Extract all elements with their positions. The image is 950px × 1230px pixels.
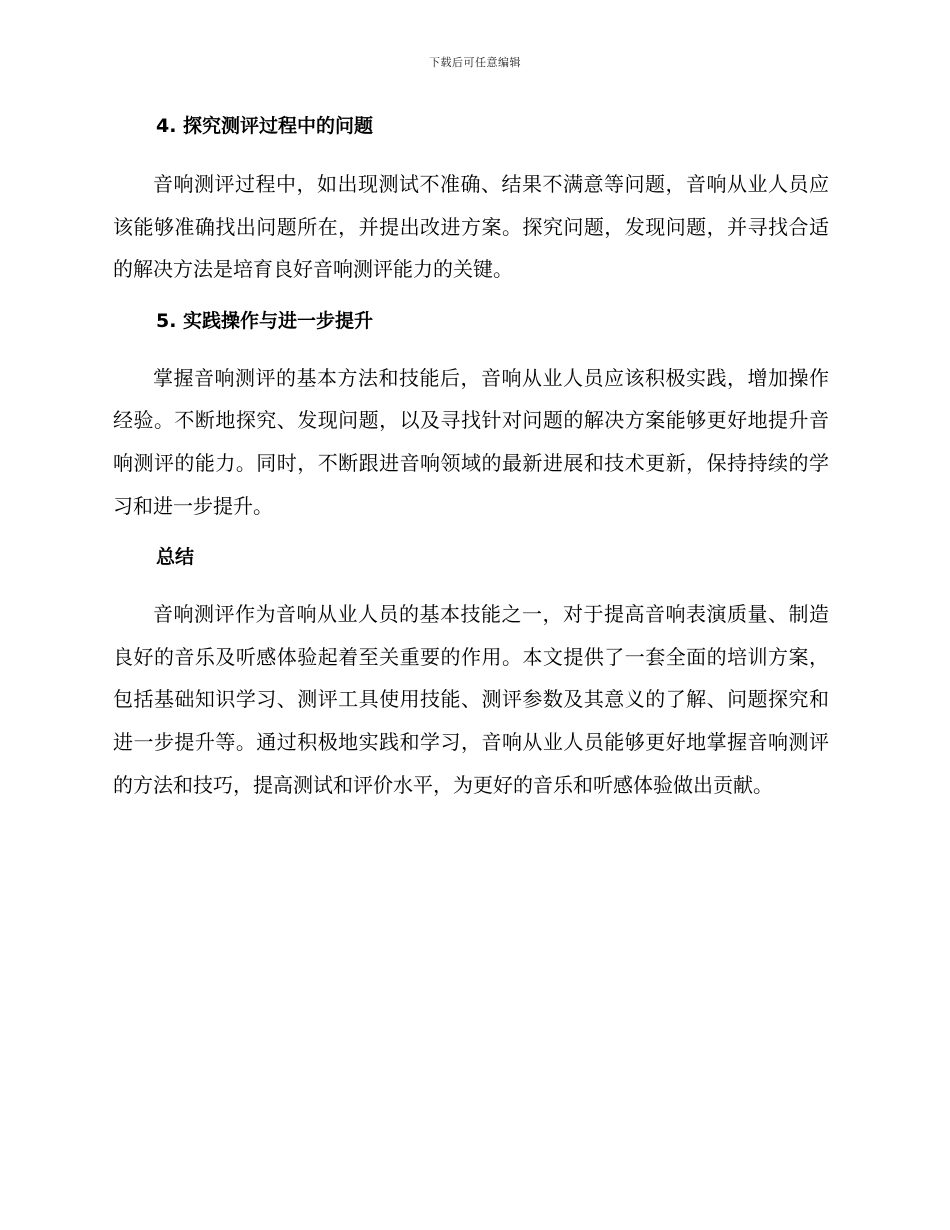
section-heading-summary: 总结 [156,546,195,569]
header-note: 下载后可任意编辑 [429,56,521,69]
document-body [113,108,829,806]
section-paragraph-5: 掌握音响测评的基本方法和技能后，音响从业人员应该积极实践，增加操作经验。不断地探究、发现问题，以及寻找针对问题的解决方案能够更好地提升音响测评的能力。同时，不断跟进音响领域的最新进展和技术更新，保持持续的学习和进一步提升。 [113,365,829,518]
section-paragraph-summary: 音响测评作为音响从业人员的基本技能之一，对于提高音响表演质量、制造良好的音乐及听感体验起着至关重要的作用。本文提供了一套全面的培训方案，包括基础知识学习、测评工具使用技能、测评参数及其意义的了解、问题探究和进一步提升等。通过积极地实践和学习，音响从业人员能够更好地掌握音响测评的方法和技巧，提高测试和评价水平，为更好的音乐和听感体验做出贡献。 [113,602,829,797]
section-paragraph-4: 音响测评过程中，如出现测试不准确、结果不满意等问题，音响从业人员应该能够准确找出问题所在，并提出改进方案。探究问题，发现问题，并寻找合适的解决方法是培育良好音响测评能力的关键。 [113,172,829,282]
section-heading-5: 5. 实践操作与进一步提升 [156,309,374,332]
section-heading-4: 4. 探究测评过程中的问题 [156,115,374,137]
